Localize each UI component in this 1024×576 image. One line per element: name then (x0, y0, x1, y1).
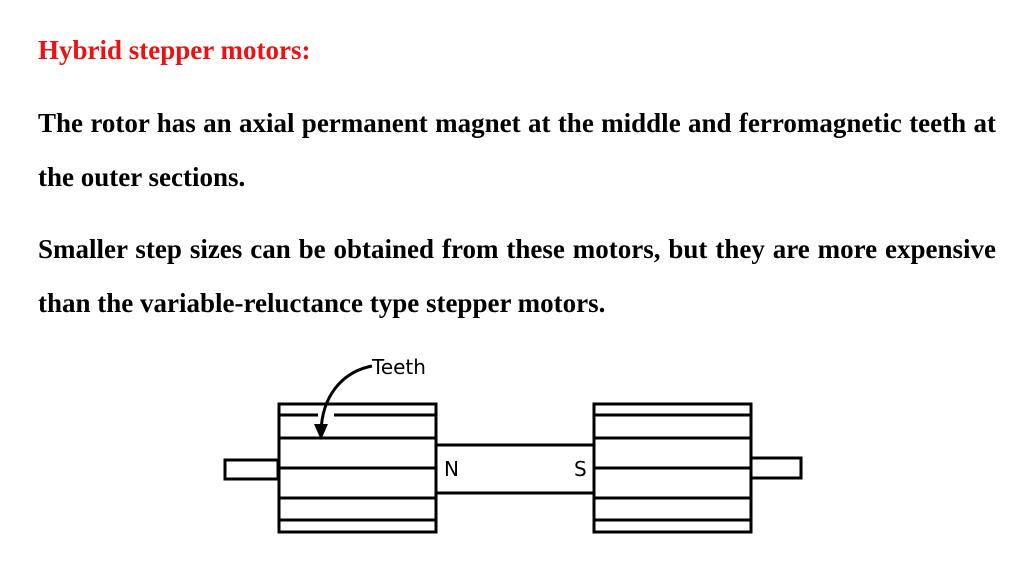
slide-title: Hybrid stepper motors: (38, 35, 311, 65)
magnet-core (436, 445, 594, 493)
teeth-arrow (321, 366, 372, 432)
teeth-label: Teeth (372, 355, 426, 379)
left-shaft (225, 460, 278, 479)
paragraph-step-size-cost: Smaller step sizes can be obtained from these motors, but they are more expensive than the variable-reluctance type stepper motors. (38, 234, 996, 318)
left-tooth-lines (279, 415, 436, 520)
right-shaft (751, 458, 801, 478)
south-pole-label: S (574, 457, 587, 481)
right-tooth-lines (594, 415, 751, 520)
north-pole-label: N (444, 457, 459, 481)
paragraph-rotor-description: The rotor has an axial permanent magnet at the middle and ferromagnetic teeth at the outer sections. (38, 108, 996, 192)
